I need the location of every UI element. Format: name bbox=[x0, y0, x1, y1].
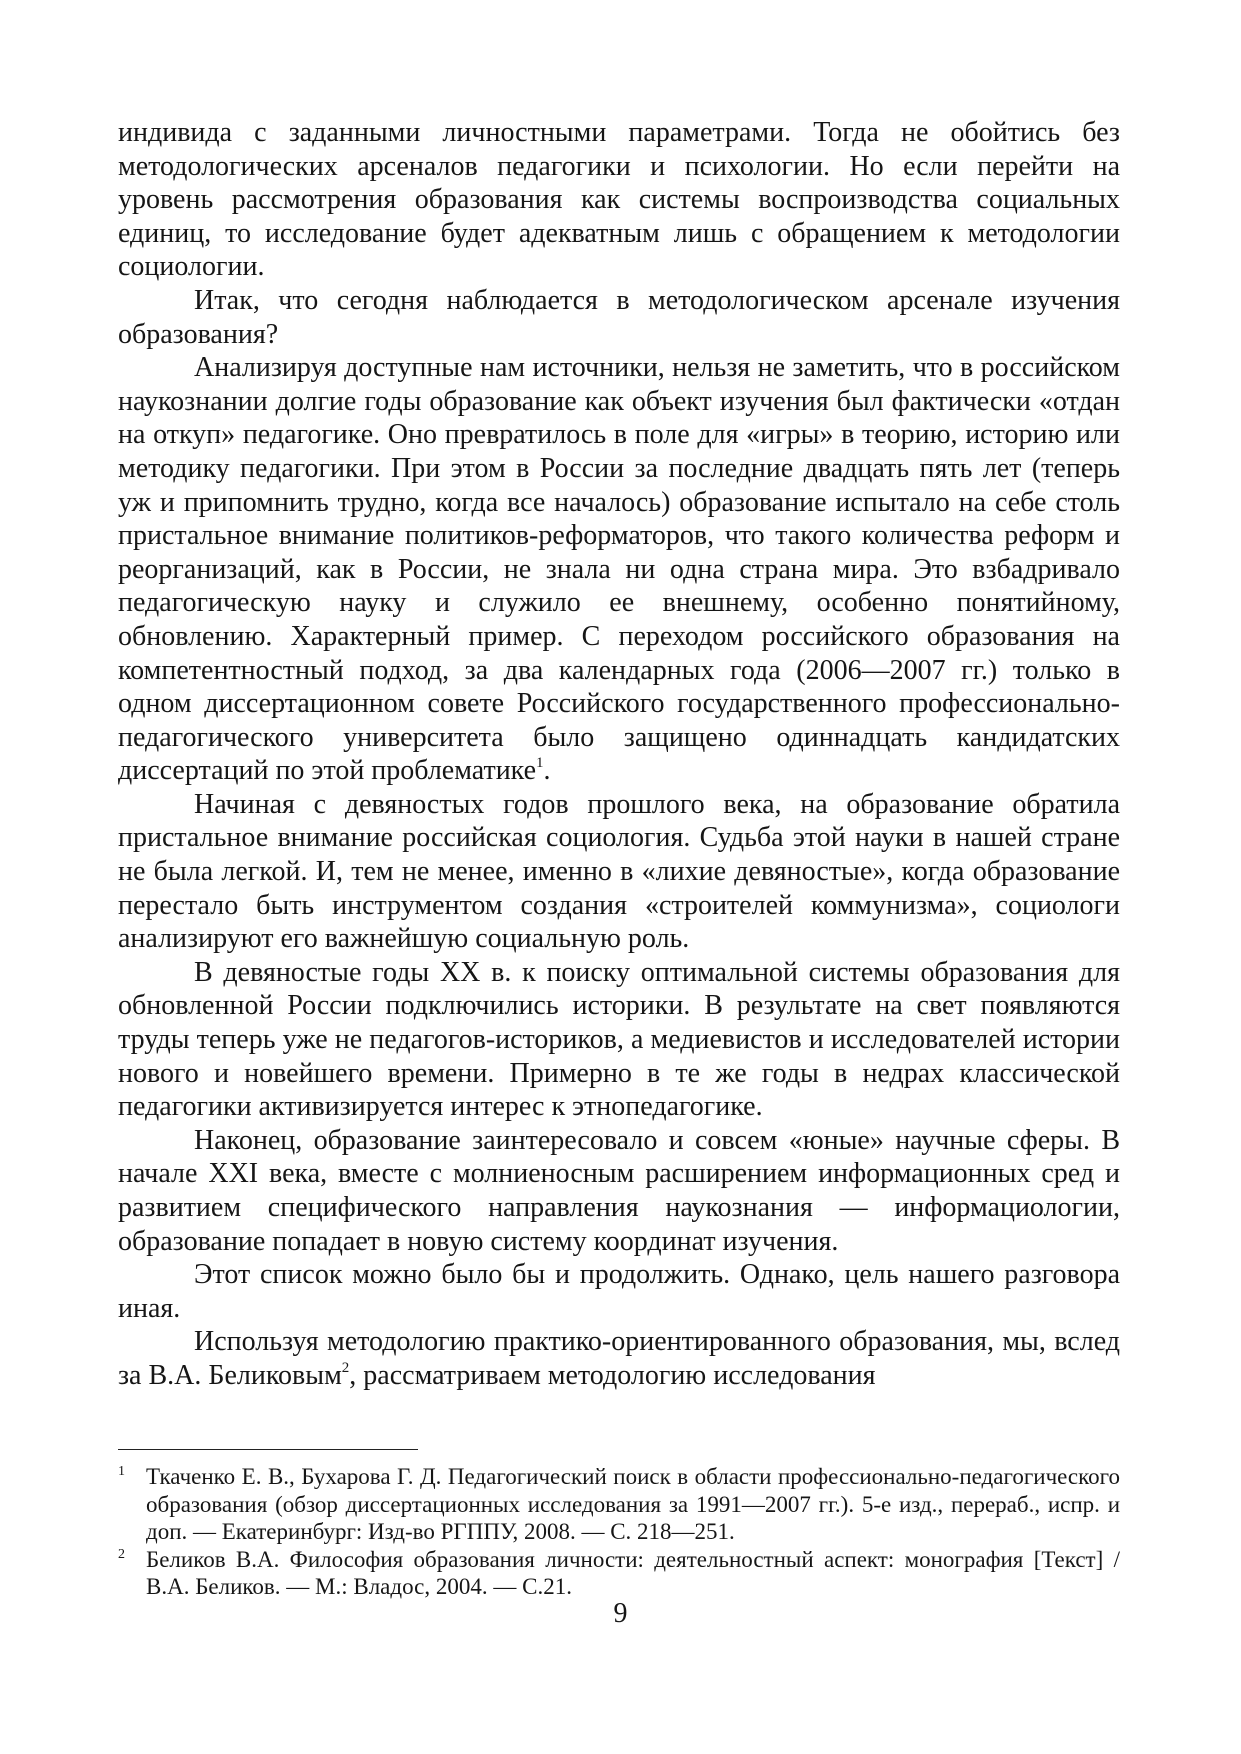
paragraph-tail: . bbox=[543, 755, 551, 787]
footnote-text: Ткаченко Е. В., Бухарова Г. Д. Педагогический поиск в области профессионально-педагогического образования (обзор диссертационных исследования за 1991—2007 гг.). 5-е изд., перераб., испр. и доп. — Екатеринбург: Изд-во РГППУ, 2008. — С. 218—251. bbox=[146, 1464, 1120, 1544]
paragraph bbox=[118, 956, 1120, 1124]
footnote-text: Беликов В.А. Философия образования личности: деятельностный аспект: монография [Текст] / В.А. Беликов. — М.: Владос, 2004. — С.21. bbox=[146, 1546, 1120, 1599]
paragraph bbox=[118, 1258, 1120, 1325]
footnote-mark: 2 bbox=[118, 1546, 125, 1562]
paragraph-text: В девяностые годы XX в. к поиску оптимальной системы образования для обновленной России подключились историки. В результате на свет появляются труды теперь уже не педагогов-историков, а медиевистов и исследователей истории нового и новейшего времени. Примерно в те же годы в недрах классической педагогики активизируется интерес к этнопедагогике. bbox=[118, 956, 1120, 1123]
paragraph bbox=[118, 284, 1120, 351]
paragraph-tail: , рассматриваем методологию исследования bbox=[349, 1359, 876, 1391]
footnote-reference: 1 bbox=[536, 754, 544, 771]
paragraph-text: Наконец, образование заинтересовало и совсем «юные» научные сферы. В начале XXI века, вместе с молниеносным расширением информационных сред и развитием специфического направления наукознания — информациологии, образование попадает в новую систему координат изучения. bbox=[118, 1124, 1120, 1257]
paragraph-text: индивида с заданными личностными параметрами. Тогда не обойтись без методологических арсеналов педагогики и психологии. Но если перейти на уровень рассмотрения образования как системы воспроизводства социальных единиц, то исследование будет адекватным лишь с обращением к методологии социологии. bbox=[118, 117, 1120, 283]
footnote-mark: 1 bbox=[118, 1464, 125, 1479]
footnote-reference: 2 bbox=[341, 1359, 350, 1376]
footnote-separator bbox=[118, 1449, 418, 1450]
page-number: 9 bbox=[613, 1598, 628, 1629]
footnotes bbox=[118, 1463, 1120, 1601]
paragraph-continuation bbox=[118, 116, 1120, 284]
paragraph-text: Начиная с девяностых годов прошлого века, на образование обратила пристальное внимание российская социология. Судьба этой науки в нашей стране не была легкой. И, тем не менее, именно в «лихие девяностые», когда образование перестало быть инструментом создания «строителей коммунизма», социологи анализируют его важнейшую социальную роль. bbox=[118, 788, 1120, 955]
paragraph bbox=[118, 1124, 1120, 1258]
paragraph-text: Анализируя доступные нам источники, нельзя не заметить, что в российском наукознании долгие годы образование как объект изучения был фактически «отдан на откуп» педагогике. Оно превратилось в поле для «игры» в теорию, историю или методику педагогики. При этом в России за последние двадцать пять лет (теперь уж и припомнить трудно, когда все началось) образование испытало на себе столь пристальное внимание политиков-реформаторов, что такого количества реформ и реорганизаций, как в России, не знала ни одна страна мира. Это взбадривало педагогическую науку и служило ее внешнему, особенно понятийному, обновлению. Характерный пример. С переходом российского образования на компетентностный подход, за два календарных года (2006—2007 гг.) только в одном диссертационном совете Российского государственного профессионально-педагогического университета было защищено одиннадцать кандидатских диссертаций по этой проблематике bbox=[118, 352, 1120, 787]
paragraph bbox=[118, 1325, 1120, 1392]
footnote bbox=[118, 1546, 1120, 1601]
paragraph-text: Итак, что сегодня наблюдается в методологическом арсенале изучения образования? bbox=[118, 284, 1120, 350]
paragraph bbox=[118, 788, 1120, 956]
paragraph-text: Этот список можно было бы и продолжить. Однако, цель нашего разговора иная. bbox=[118, 1259, 1120, 1324]
paragraph bbox=[118, 351, 1120, 788]
footnote bbox=[118, 1463, 1120, 1546]
body-text bbox=[118, 116, 1120, 1393]
paragraph-text: Используя методологию практико-ориентированного образования, мы, вслед за В.А. Беликовым bbox=[118, 1326, 1120, 1391]
